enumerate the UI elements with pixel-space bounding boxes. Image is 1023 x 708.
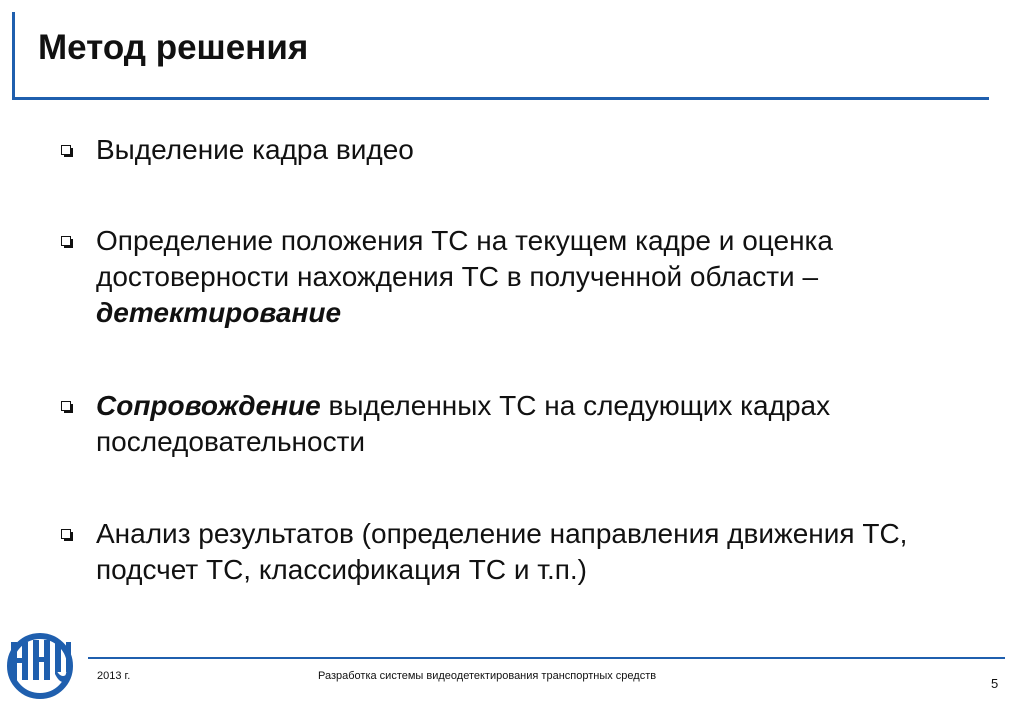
slide-title: Метод решения: [38, 28, 309, 67]
square-bullet-icon: [60, 235, 74, 249]
bullet-text: [96, 388, 976, 460]
bullet-emphasis: Сопровождение: [96, 390, 321, 421]
page-number: 5: [991, 676, 999, 691]
bullet-text: [96, 516, 976, 588]
square-bullet-icon: [60, 144, 74, 158]
square-bullet-icon: [60, 400, 74, 414]
bullet-text-part: Выделение кадра видео: [96, 134, 414, 165]
bullet-item: [60, 132, 976, 168]
bullet-text-part: Определение положения ТС на текущем кадре и оценка достоверности нахождения ТС в полученной области –: [96, 225, 833, 292]
bullet-item: [60, 388, 976, 460]
footer-title: Разработка системы видеодетектирования транспортных средств: [318, 670, 657, 682]
university-logo: [3, 628, 77, 704]
footer-year: 2013 г.: [97, 670, 131, 682]
square-bullet-icon: [60, 528, 74, 542]
bullet-item: [60, 516, 976, 588]
bullet-text-part: выделенных ТС на следующих кадрах последовательности: [96, 390, 831, 457]
bullet-emphasis: детектирование: [96, 297, 342, 328]
title-underline: [12, 97, 989, 100]
footer-divider: [88, 657, 1005, 659]
bullet-text-part: Анализ результатов (определение направления движения ТС, подсчет ТС, классификация ТС и т.п.): [96, 518, 908, 585]
bullet-text: [96, 132, 976, 168]
bullet-item: [60, 223, 976, 331]
bullet-text: [96, 223, 976, 331]
title-accent-vertical: [12, 12, 15, 100]
